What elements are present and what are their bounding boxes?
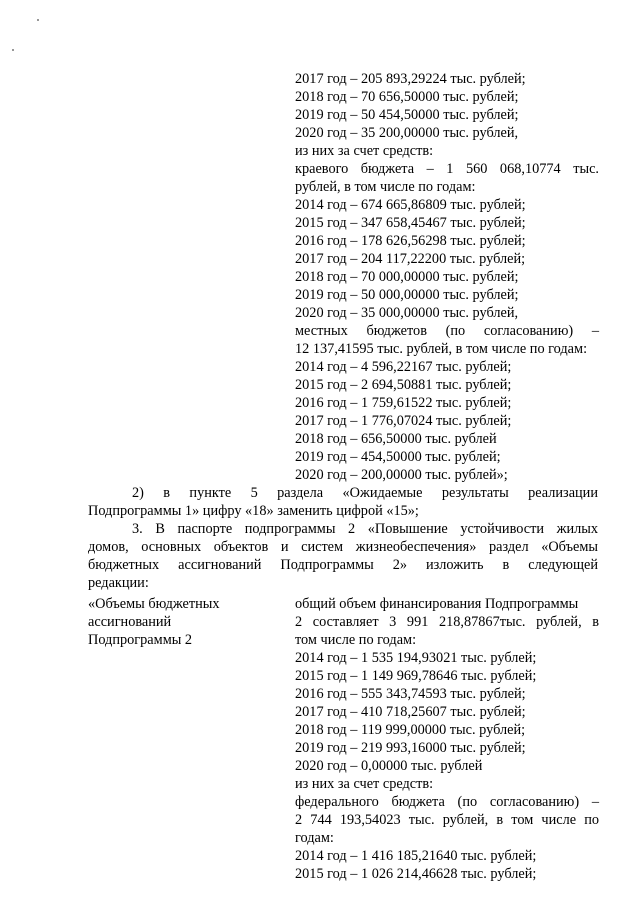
text-line: 2015 год – 2 694,50881 тыс. рублей; <box>295 377 512 393</box>
text-line: 2015 год – 347 658,45467 тыс. рублей; <box>295 215 526 231</box>
text-line: 2018 год – 70 000,00000 тыс. рублей; <box>295 269 519 285</box>
scan-speck <box>12 49 14 51</box>
text-line: 2017 год – 410 718,25607 тыс. рублей; <box>295 704 526 720</box>
text-line: 2020 год – 0,00000 тыс. рублей <box>295 758 483 774</box>
text-line: 2 744 193,54023 тыс. рублей, в том числе по <box>295 812 599 828</box>
text-line: 2018 год – 70 656,50000 тыс. рублей; <box>295 89 519 105</box>
text-line: 2019 год – 219 993,16000 тыс. рублей; <box>295 740 526 756</box>
text-line: 2019 год – 50 454,50000 тыс. рублей; <box>295 107 519 123</box>
text-line: 2014 год – 1 535 194,93021 тыс. рублей; <box>295 650 537 666</box>
paragraph-line: Подпрограммы 1» цифру «18» заменить цифрой «15»; <box>88 503 419 519</box>
text-line: 2016 год – 178 626,56298 тыс. рублей; <box>295 233 526 249</box>
text-line: рублей, в том числе по годам: <box>295 179 476 195</box>
table-left-label: «Объемы бюджетных <box>88 596 220 612</box>
text-line: 2 составляет 3 991 218,87867тыс. рублей, в <box>295 614 599 630</box>
paragraph-line: 2) в пункте 5 раздела «Ожидаемые результаты реализации <box>132 485 598 501</box>
table-left-label: ассигнований <box>88 614 172 630</box>
text-line: 2017 год – 204 117,22200 тыс. рублей; <box>295 251 526 267</box>
text-line: 2018 год – 119 999,00000 тыс. рублей; <box>295 722 526 738</box>
text-line: том числе по годам: <box>295 632 417 648</box>
text-line: 2014 год – 4 596,22167 тыс. рублей; <box>295 359 512 375</box>
text-line: 2015 год – 1 149 969,78646 тыс. рублей; <box>295 668 537 684</box>
paragraph-line: 3. В паспорте подпрограммы 2 «Повышение устойчивости жилых <box>132 521 598 537</box>
text-line: из них за счет средств: <box>295 143 434 159</box>
text-line: 2018 год – 656,50000 тыс. рублей <box>295 431 497 447</box>
text-line: 2020 год – 35 000,00000 тыс. рублей, <box>295 305 519 321</box>
text-line: 2016 год – 1 759,61522 тыс. рублей; <box>295 395 512 411</box>
text-line: 2020 год – 35 200,00000 тыс. рублей, <box>295 125 519 141</box>
text-line: федерального бюджета (по согласованию) – <box>295 794 599 810</box>
text-line: 2019 год – 50 000,00000 тыс. рублей; <box>295 287 519 303</box>
text-line: местных бюджетов (по согласованию) – <box>295 323 599 339</box>
paragraph-line: домов, основных объектов и систем жизнеобеспечения» раздел «Объемы <box>88 539 598 555</box>
table-left-label: Подпрограммы 2 <box>88 632 193 648</box>
text-line: 2014 год – 674 665,86809 тыс. рублей; <box>295 197 526 213</box>
text-line: годам: <box>295 830 334 846</box>
text-line: общий объем финансирования Подпрограммы <box>295 596 579 612</box>
text-line: 2017 год – 205 893,29224 тыс. рублей; <box>295 71 526 87</box>
text-line: 2020 год – 200,00000 тыс. рублей»; <box>295 467 508 483</box>
text-line: 2016 год – 555 343,74593 тыс. рублей; <box>295 686 526 702</box>
text-line: краевого бюджета – 1 560 068,10774 тыс. <box>295 161 599 177</box>
text-line: 2017 год – 1 776,07024 тыс. рублей; <box>295 413 512 429</box>
text-line: 2015 год – 1 026 214,46628 тыс. рублей; <box>295 866 537 882</box>
text-line: 12 137,41595 тыс. рублей, в том числе по годам: <box>295 341 588 357</box>
text-line: из них за счет средств: <box>295 776 434 792</box>
paragraph-line: бюджетных ассигнований Подпрограммы 2» изложить в следующей <box>88 557 598 573</box>
text-line: 2014 год – 1 416 185,21640 тыс. рублей; <box>295 848 537 864</box>
paragraph-line: редакции: <box>88 575 149 591</box>
scan-speck <box>37 19 39 21</box>
text-line: 2019 год – 454,50000 тыс. рублей; <box>295 449 501 465</box>
